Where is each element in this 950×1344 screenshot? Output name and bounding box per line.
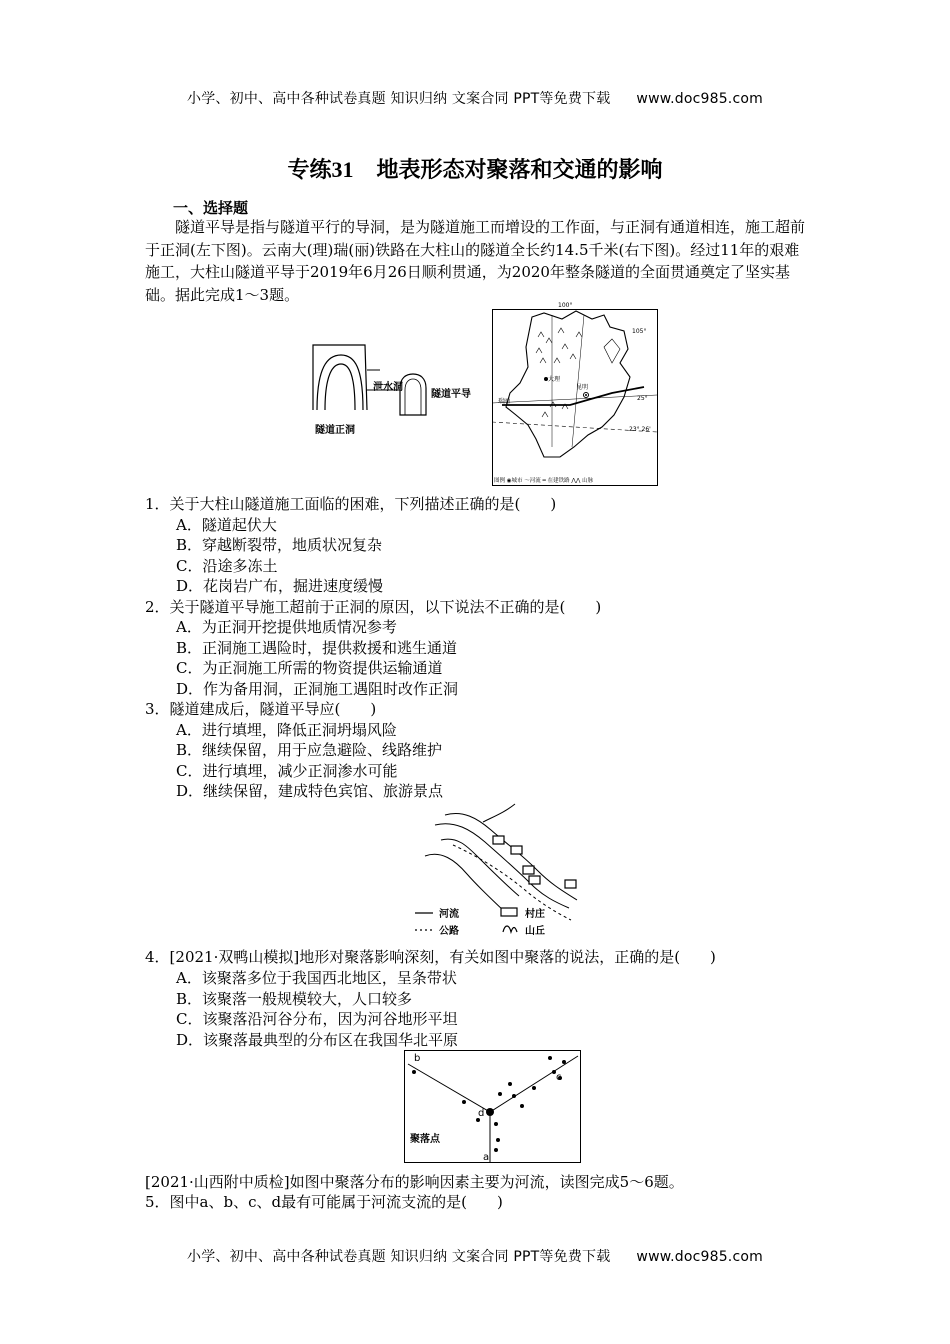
title-prefix: 专练	[287, 158, 332, 183]
question-5-stem: 5．图中a、b、c、d最有可能属于河流支流的是( )	[145, 1193, 503, 1211]
question-2-option-c[interactable]: C．为正洞施工所需的物资提供运输通道	[176, 659, 443, 677]
question-2-stem: 2．关于隧道平导施工超前于正洞的原因，以下说法不正确的是( )	[145, 598, 602, 616]
question-4-stem: 4．[2021·双鸭山模拟]地形对聚落影响深刻，有关如图中聚落的说法，正确的是( )	[145, 948, 716, 966]
page-header	[0, 88, 950, 108]
question-4-option-d[interactable]: D．该聚落最典型的分布区在我国华北平原	[176, 1031, 459, 1049]
question-3-option-a[interactable]: A．进行填埋，降低正洞坍塌风险	[176, 721, 397, 739]
question-2-option-b[interactable]: B．正洞施工遇险时，提供救援和逃生通道	[176, 639, 458, 657]
legend-river: 河流	[439, 909, 459, 920]
lat-25: 25°	[637, 395, 648, 402]
question-1-stem: 1．关于大柱山隧道施工面临的困难，下列描述正确的是( )	[145, 495, 557, 513]
city-dali: 大理	[548, 376, 561, 383]
question-3-stem: 3．隧道建成后，隧道平导应( )	[145, 700, 377, 718]
question-4-option-a[interactable]: A．该聚落多位于我国西北地区，呈条带状	[176, 969, 457, 987]
question-4-option-b[interactable]: B．该聚落一般规模较大，人口较多	[176, 990, 413, 1008]
question-1-option-c[interactable]: C．沿途多冻土	[176, 557, 278, 575]
river-settlement-diagram	[404, 1050, 582, 1164]
question-3-option-d[interactable]: D．继续保留，建成特色宾馆、旅游景点	[176, 782, 444, 800]
legend-settlement: 聚落点	[410, 1134, 440, 1145]
page-title	[0, 153, 950, 184]
legend-hill: 山丘	[525, 926, 545, 937]
intro-paragraph: 隧道平导是指与隧道平行的导洞，是为隧道施工而增设的工作面，与正洞有通道相连，施工超前于正洞(左下图)。云南大(理)瑞(丽)铁路在大柱山的隧道全长约14.5千米(右下图)。经过11年的艰难施工，大柱山隧道平导于2019年6月26日顺利贯通，为2020年整条隧道的全面贯通奠定了坚实基础。据此完成1～3题。	[145, 218, 806, 304]
label-pilot: 隧道平导	[431, 389, 471, 400]
title-text: 地表形态对聚落和交通的影响	[376, 158, 663, 183]
lon-105: 105°	[632, 328, 647, 335]
question-1-option-b[interactable]: B．穿越断裂带，地质状况复杂	[176, 536, 383, 554]
map-legend: 图例 ◉城市 ～河流 ━ 在建铁路 ⋀⋀ 山脉	[494, 478, 594, 484]
page-footer	[0, 1246, 950, 1266]
label-drain: 泄水洞	[373, 382, 403, 393]
yunnan-map	[492, 297, 658, 487]
legend-road: 公路	[439, 926, 459, 937]
label-b: b	[414, 1053, 421, 1064]
header-text: 小学、初中、高中各种试卷真题 知识归纳 文案合同 PPT等免费下载	[187, 91, 611, 107]
lon-100: 100°	[558, 302, 573, 309]
lat-23: 23° 26'	[629, 426, 651, 433]
footer-text: 小学、初中、高中各种试卷真题 知识归纳 文案合同 PPT等免费下载	[187, 1249, 611, 1265]
question-2-option-d[interactable]: D．作为备用洞，正洞施工遇阻时改作正洞	[176, 680, 459, 698]
footer-site: www.doc985.com	[636, 1249, 763, 1265]
legend-village: 村庄	[525, 909, 545, 920]
title-num: 31	[331, 157, 354, 182]
city-kunming: 昆明	[576, 384, 589, 391]
question-4-option-c[interactable]: C．该聚落沿河谷分布，因为河谷地形平坦	[176, 1010, 458, 1028]
label-a: a	[483, 1152, 490, 1163]
label-c: c	[556, 1072, 562, 1083]
question-3-option-b[interactable]: B．继续保留，用于应急避险、线路维护	[176, 741, 443, 759]
question-1-option-d[interactable]: D．花岗岩广布，掘进速度缓慢	[176, 577, 384, 595]
section-heading: 一、选择题	[173, 199, 249, 217]
header-site: www.doc985.com	[636, 91, 763, 107]
tunnel-diagram	[305, 340, 505, 440]
question-2-option-a[interactable]: A．为正洞开挖提供地质情况参考	[176, 618, 397, 636]
label-d: d	[478, 1108, 485, 1119]
city-ruili: 瑞丽	[498, 398, 511, 405]
valley-settlement-diagram	[405, 800, 590, 940]
question-56-intro: [2021·山西附中质检]如图中聚落分布的影响因素主要为河流，读图完成5～6题。	[145, 1173, 684, 1191]
question-1-option-a[interactable]: A．隧道起伏大	[176, 516, 277, 534]
label-main: 隧道正洞	[315, 425, 355, 436]
question-3-option-c[interactable]: C．进行填埋，减少正洞渗水可能	[176, 762, 398, 780]
